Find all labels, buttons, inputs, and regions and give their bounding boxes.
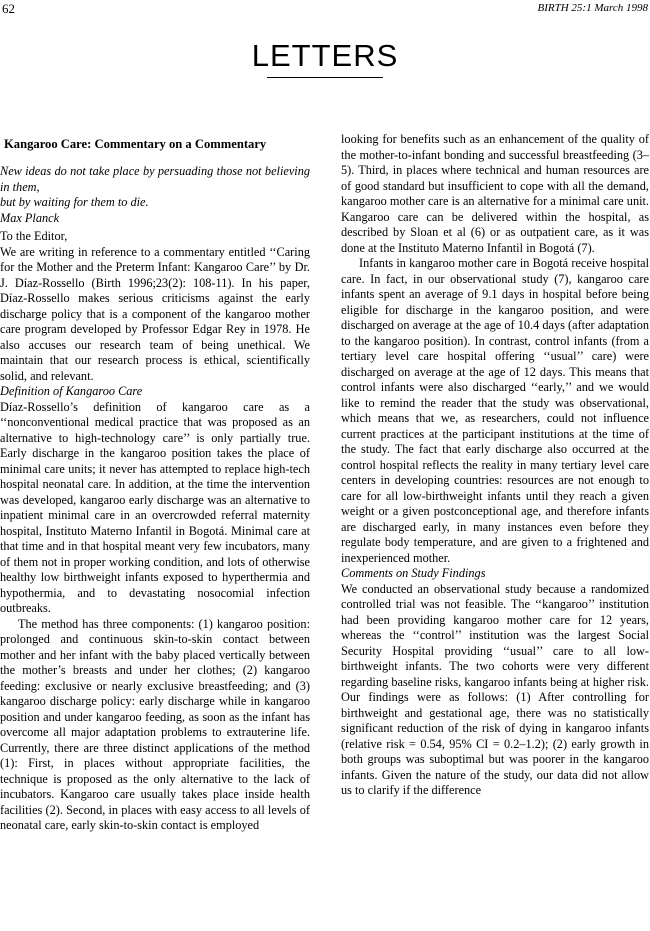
right-column [341,132,649,799]
epigraph-author: Max Planck [0,210,60,225]
page-number: 62 [2,1,15,16]
section-title: LETTERS [251,38,399,73]
salutation: To the Editor, [0,229,68,243]
left-column [0,132,310,834]
epigraph-line-2: but by waiting for them to die. [0,195,149,209]
journal-citation: BIRTH 25:1 March 1998 [537,2,648,14]
paragraph-definition: Díaz-Rossello’s definition of kangaroo care as a ‘‘nonconventional medical practice that was proposed as an alternative to high-technology care’’ is only partially true. Early discharge in the kangaroo position takes the place of minimal care units; it never has attempted to replace high-tech hospital neonatal care. In addition, at the time the intervention was developed, kangaroo early discharge was an alternative to inpatient minimal care in an overcrowded referral maternity hospital, Instituto Materno Infantil in Bogotá. Minimal care at that time and in that hospital meant very few incubators, many of them not in proper working condition, and lots of otherwise healthy low birthweight infants exposed to hyperthermia and hypothermia, and to devastating nosocomial infection outbreaks. [0,399,310,615]
paragraph-method: The method has three components: (1) kangaroo position: prolonged and continuous skin-to-skin contact between mother and her infant with the baby placed vertically between the mother’s breasts and under her clothes; (2) kangaroo feeding: exclusive or nearly exclusive breastfeeding; and (3) kangaroo discharge policy: early discharge while in kangaroo position and under kangaroo feeding, as soon as the infant has overcome all major adaptation problems to extrauterine life. Currently, there are three distinct applications of the method (1): First, in places without appropriate facilities, the technique is proposed as the only alternative to the lack of incubators. Kangaroo care usually takes place inside health facilities (2). Second, in places with easy access to all levels of neonatal care, early skin-to-skin contact is employed [0,616,310,832]
epigraph-line-1: New ideas do not take place by persuading those not believing in them, [0,164,310,194]
section-heading-definition: Definition of Kangaroo Care [0,384,143,398]
paragraph-findings: We conducted an observational study because a randomized controlled trial was not feasible. The ‘‘kangaroo’’ institution had been providing kangaroo mother care for 12 years, whereas the ‘‘control’’ institution was the largest Social Security Hospital providing ‘‘usual’’ care to all low-birthweight infants. The two cohorts were very different regarding baseline risks, kangaroo infants being at higher risk. Our findings were as follows: (1) After controlling for birthweight and gestational age, there was no statistically significant reduction of the risk of dying in kangaroo infants (relative risk = 0.54, 95% CI = 0.2–1.2); (2) early growth in both groups was suboptimal but was poorer in the kangaroo infants. Given the nature of the study, our data did not allow us to clarify if the difference [341,581,649,797]
paragraph-benefits: looking for benefits such as an enhancement of the quality of the mother-to-infant bonding and successful breastfeeding (3–5). Third, in places where technical and human resources are of good standard but insufficient to cope with all the demand, kangaroo mother care is an alternative for a minimal care unit. Kangaroo care can be delivered within the hospital, as described by Sloan et al (6) or as outpatient care, as it was done at the Instituto Materno Infantil in Bogotá (7). [341,132,649,255]
paragraph-hospital-care: Infants in kangaroo mother care in Bogotá receive hospital care. In fact, in our observational study (7), kangaroo care infants spent an average of 9.1 days in hospital before being eligible for discharge in the kangaroo position, and were discharged on average at the age of 10.4 days (after adaptation to the kangaroo position). In contrast, control infants (from a tertiary level care hospital offering ‘‘usual’’ care) were discharged on average at the age of 12 days. This means that control infants were also discharged ‘‘early,’’ and we would like to remind the reader that the study was observational, which means that we, as researchers, could not influence current practices at the participant institutions at the time of the study. The fact that early discharge also occurred at the control hospital reflects the reality in many tertiary level care centers in developing countries: resources are not enough to care for all low-birthweight infants until they reach a given weight or a given postconceptional age, and therefore infants are discharged early, in many instances even before they regulate body temperature, and are given to a frightened and inexperienced mother. [341,256,649,565]
title-underline [267,77,383,78]
section-heading-findings: Comments on Study Findings [341,566,486,580]
article-title: Kangaroo Care: Commentary on a Commentary [4,137,267,151]
paragraph-intro: We are writing in reference to a commentary entitled ‘‘Caring for the Mother and the Preterm Infant: Kangaroo Care’’ by Dr. J. Díaz-Rossello (Birth 1996;23(2): 108-11). In his paper, Díaz-Rossello makes serious criticisms against the early discharge policy that is a component of the kangaroo mother care program developed by Professor Edgar Rey in 1978. He also accuses our research team of being unethical. We maintain that our research process is ethical, scientifically solid, and relevant. [0,244,310,383]
